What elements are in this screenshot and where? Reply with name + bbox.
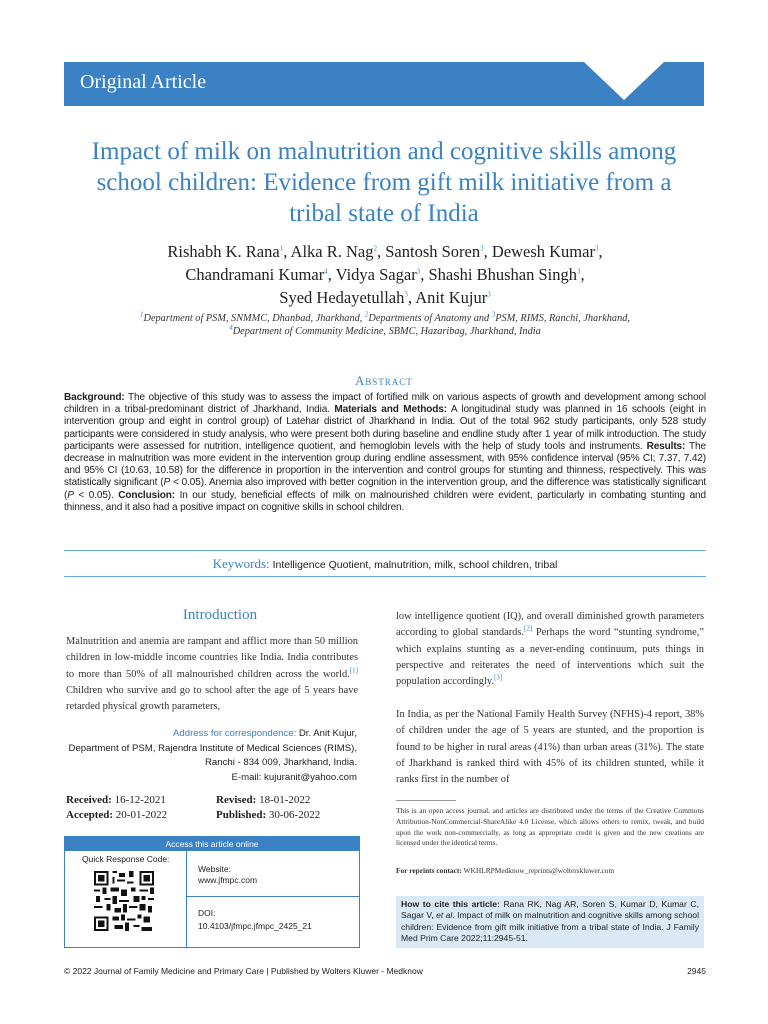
page-footer <box>64 966 706 976</box>
reprints-contact <box>396 866 704 875</box>
introduction-heading: Introduction <box>182 607 258 623</box>
accepted-label: Accepted: <box>66 809 114 821</box>
cite-label: How to cite this article: <box>401 899 500 909</box>
affiliations: $^1$Department of PSM, SNMMC, Dhanbad, Jharkhand, $^2$Departments of Anatomy and $^3$PSM, RIMS, Ranchi, Jharkhand, $^4$Department of Community Medicine, SBMC, Hazaribag, Jharkhand, India <box>140 310 630 337</box>
author-list: Rishabh K. Rana$^1$, Alka R. Nag$^2$, Santosh Soren$^3$, Dewesh Kumar$^3$, Chandramani Kumar$^4$, Vidya Sagar$^3$, Shashi Bhushan Singh$^3$, Syed Hedayetullah$^3$, Anit Kujur$^3$ <box>167 242 603 307</box>
website-link[interactable]: www.jfmpc.com <box>198 875 258 885</box>
abstract-rule-top <box>64 550 706 551</box>
keywords <box>64 556 706 572</box>
received-date: 16-12-2021 <box>114 794 166 806</box>
access-online-box <box>64 836 360 948</box>
website-label: Website: <box>198 864 231 874</box>
cite-text: Rana RK, Nag AR, Soren S, Kumar D, Kumar C, Sagar V, et al. Impact of milk on malnutrition and cognitive skills among school children: Evidence from gift milk initiative from a tribal state of India. J Family Med Prim Care 2022;11:2945-51. <box>401 899 700 943</box>
received-label: Received: <box>66 794 112 806</box>
footnote-rule <box>396 800 456 801</box>
abstract-rule-bottom <box>64 576 706 577</box>
accepted-date: 20-01-2022 <box>115 809 168 821</box>
revised-label: Revised: <box>216 794 257 806</box>
correspondence-label: Address for correspondence: <box>173 728 297 739</box>
qr-code-label: Quick Response Code: <box>82 854 170 864</box>
doi-value[interactable]: 10.4103/jfmpc.jfmpc_2425_21 <box>198 921 312 931</box>
license-statement: This is an open access journal, and articles are distributed under the terms of the Creative Commons Attribution-NonCommercial-ShareAlike 4.0 License, which allows others to remix, tweak, and build upon the work non-commercially, as long as appropriate credit is given and the new creations are licensed under the identical terms. <box>396 806 704 848</box>
article-type-banner <box>64 62 704 106</box>
revised-date: 18-01-2022 <box>259 794 311 806</box>
article-type-label: Original Article <box>80 71 207 93</box>
website-panel <box>187 851 359 897</box>
introduction-right-paragraph-1: low intelligence quotient (IQ), and overall diminished growth parameters according to global standards.[2] Perhaps the word “stunting syndrome,” which explains stunting as a never-ending continuum, puts things in perspective and reiterates the need of interventions which suit the population accordingly.[3] <box>396 611 704 688</box>
doi-label: DOI: <box>198 908 216 918</box>
article-dates <box>66 793 366 823</box>
correspondence-name: Dr. Anit Kujur, <box>298 728 357 739</box>
abstract-body: Background: The objective of this study was to assess the impact of fortified milk on various aspects of growth and development among school children in a tribal-predominant district of Jharkhand, India. Materials and Methods: A longitudinal study was planned in 16 schools (eight in intervention group and eight in control group) of Latehar district of Jharkhand in India. Out of the total 962 study participants, only 528 study participants were considered in study analysis, who were present both during baseline and endline study after 1 year of milk introduction. The study participants were assessed for nutrition, intelligence quotient, and hemoglobin levels with the help of study tools and instruments. Results: The decrease in malnutrition was more evident in the intervention group during endline assessment, with 95% confidence interval (95% CI; 7.37, 7.42) and 95% CI (10.63, 10.58) for the difference in proportion in the intervention and control groups for stunting and thinness, respectively. This was statistically significant (P < 0.05). Anemia also improved with better cognition in the intervention group, and the difference was statistically significant (P < 0.05). Conclusion: In our study, beneficial effects of milk on malnourished children were evident, particularly in combating stunting and thinness, and it also had a positive impact on cognitive skills in school children. <box>64 392 706 513</box>
published-date: 30-06-2022 <box>268 809 321 821</box>
published-label: Published: <box>216 809 267 821</box>
correspondence-line-1: Department of PSM, Rajendra Institute of Medical Sciences (RIMS), <box>68 742 357 754</box>
correspondence-address <box>64 727 357 785</box>
page-number: 2945 <box>687 966 706 976</box>
access-online-header: Access this article online <box>65 837 359 851</box>
correspondence-email[interactable]: E-mail: kujuranit@yahoo.com <box>231 771 357 783</box>
qr-code-icon[interactable] <box>94 871 154 931</box>
abstract-heading: Abstract <box>355 374 413 388</box>
keywords-label: Keywords: <box>212 556 270 571</box>
reprints-email[interactable]: WKHLRPMedknow_reprints@wolterskluwer.com <box>463 866 615 875</box>
doi-panel <box>187 897 359 948</box>
qr-code-panel <box>65 851 187 948</box>
introduction-left-column: Malnutrition and anemia are rampant and afflict more than 50 million children in low-middle income countries like India. India contributes to more than 50% of all malnourished children across the world.[1] Children who survive and go to school after the age of 5 years have retarded physical growth parameters, <box>66 636 358 713</box>
introduction-right-paragraph-2: In India, as per the National Family Health Survey (NFHS)-4 report, 38% of children under the age of 5 years are stunted, and the proportion is found to be higher in rural areas (41%) than urban areas (31%). The state of Jharkhand is ranked third with 45% of its children stunted, while it ranks first in the number of <box>396 709 704 786</box>
footer-copyright: © 2022 Journal of Family Medicine and Primary Care | Published by Wolters Kluwer - Medknow <box>64 966 423 976</box>
correspondence-line-2: Ranchi - 834 009, Jharkhand, India. <box>204 757 357 768</box>
keywords-text: Intelligence Quotient, malnutrition, milk, school children, tribal <box>272 559 558 571</box>
article-title: Impact of milk on malnutrition and cognitive skills among school children: Evidence from gift milk initiative from a tribal state of India <box>91 138 677 227</box>
reprints-label: For reprints contact: <box>396 866 462 875</box>
how-to-cite-box <box>396 896 704 948</box>
